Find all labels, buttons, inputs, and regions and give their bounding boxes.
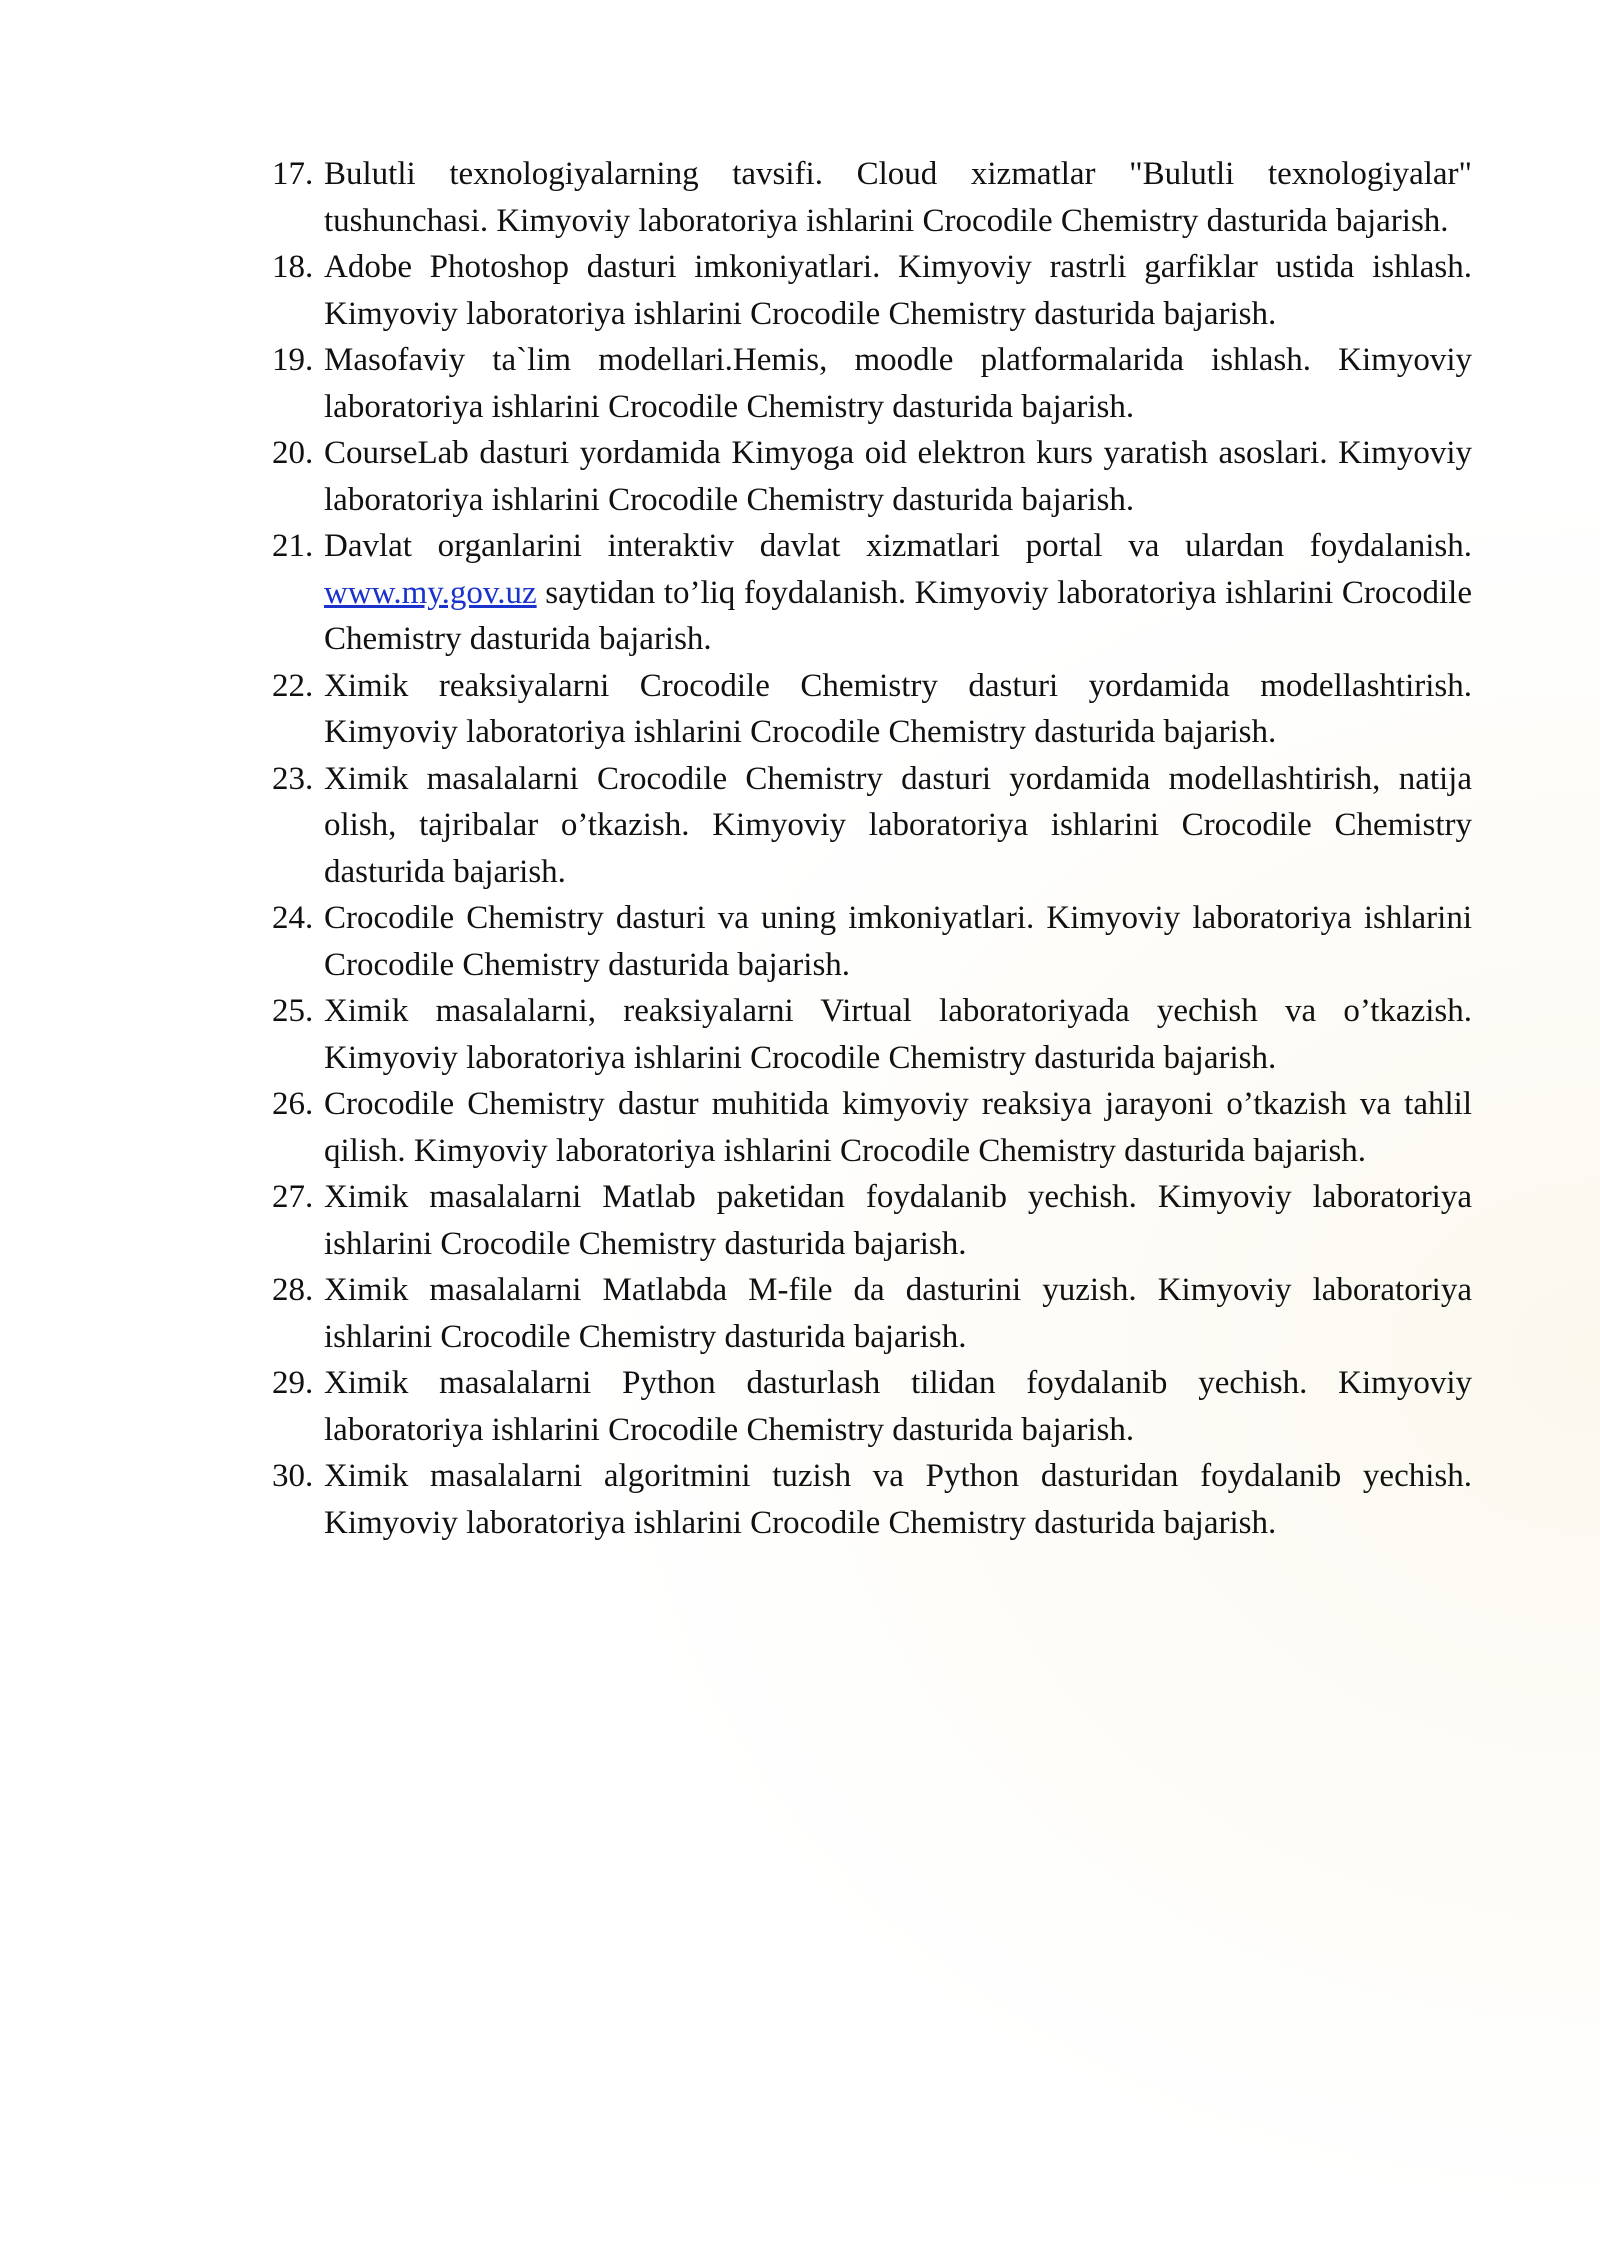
item-text-segment: Bulutli texnologiyalarning tavsifi. Cloud xizmatlar "Bulutli texnologiyalar" tushunchasi. Kimyoviy laboratoriya ishlarini Crocodile Chemistry dasturida bajarish. xyxy=(324,156,1472,239)
item-text xyxy=(324,523,1472,663)
list-item xyxy=(272,663,1472,756)
item-text xyxy=(324,1081,1472,1174)
item-number: 22. xyxy=(272,667,314,704)
item-text-segment: Ximik masalalarni Python dasturlash tilidan foydalanib yechish. Kimyoviy laboratoriya ishlarini Crocodile Chemistry dasturida bajarish. xyxy=(324,1365,1472,1448)
item-text-segment: Ximik reaksiyalarni Crocodile Chemistry dasturi yordamida modellashtirish. Kimyoviy laboratoriya ishlarini Crocodile Chemistry dasturida bajarish. xyxy=(324,667,1472,750)
item-text xyxy=(324,151,1472,244)
list-item xyxy=(272,523,1472,663)
list-item xyxy=(272,1267,1472,1360)
item-number: 17. xyxy=(272,156,314,192)
item-number: 20. xyxy=(272,435,314,471)
item-text xyxy=(324,1360,1472,1453)
item-number: 27. xyxy=(272,1179,314,1215)
list-item xyxy=(272,1081,1472,1174)
item-text-segment: saytidan to’liq foydalanish. Kimyoviy laboratoriya ishlarini Crocodile Chemistry dasturida bajarish. xyxy=(324,574,1472,657)
item-text xyxy=(324,663,1472,756)
list-item xyxy=(272,756,1472,896)
list-item xyxy=(272,1360,1472,1453)
list-item xyxy=(272,244,1472,337)
item-number: 30. xyxy=(272,1458,314,1494)
item-text-segment: Ximik masalalarni, reaksiyalarni Virtual laboratoriyada yechish va o’tkazish. Kimyoviy laboratoriya ishlarini Crocodile Chemistry dasturida bajarish. xyxy=(324,993,1472,1076)
item-number: 23. xyxy=(272,760,314,797)
item-number: 19. xyxy=(272,342,314,378)
list-item xyxy=(272,895,1472,988)
item-text-segment: Ximik masalalarni Crocodile Chemistry dasturi yordamida modellashtirish, natija olish, tajribalar o’tkazish. Kimyoviy laboratoriya ishlarini Crocodile Chemistry dasturida bajarish. xyxy=(324,760,1472,890)
item-text-segment: Ximik masalalarni Matlabda M-file da dasturini yuzish. Kimyoviy laboratoriya ishlarini Crocodile Chemistry dasturida bajarish. xyxy=(324,1272,1472,1355)
list-item xyxy=(272,151,1472,244)
item-text-segment: Crocodile Chemistry dasturi va uning imkoniyatlari. Kimyoviy laboratoriya ishlarini Crocodile Chemistry dasturida bajarish. xyxy=(324,900,1472,983)
topic-list xyxy=(272,151,1472,1546)
item-number: 25. xyxy=(272,993,314,1029)
item-text-segment: Masofaviy ta`lim modellari.Hemis, moodle platformalarida ishlash. Kimyoviy laboratoriya ishlarini Crocodile Chemistry dasturida bajarish. xyxy=(324,342,1472,425)
item-text-segment: Crocodile Chemistry dastur muhitida kimyoviy reaksiya jarayoni o’tkazish va tahlil qilish. Kimyoviy laboratoriya ishlarini Crocodile Chemistry dasturida bajarish. xyxy=(324,1086,1472,1169)
item-number: 24. xyxy=(272,900,314,936)
item-number: 29. xyxy=(272,1365,314,1401)
item-text xyxy=(324,244,1472,337)
gov-portal-link[interactable]: www.my.gov.uz xyxy=(324,574,537,611)
item-text-segment: Adobe Photoshop dasturi imkoniyatlari. Kimyoviy rastrli garfiklar ustida ishlash. Kimyoviy laboratoriya ishlarini Crocodile Chemistry dasturida bajarish. xyxy=(324,249,1472,332)
item-text-segment: Ximik masalalarni Matlab paketidan foydalanib yechish. Kimyoviy laboratoriya ishlarini Crocodile Chemistry dasturida bajarish. xyxy=(324,1179,1472,1262)
item-number: 26. xyxy=(272,1086,314,1122)
list-item xyxy=(272,1174,1472,1267)
item-text xyxy=(324,895,1472,988)
list-item xyxy=(272,337,1472,430)
item-text-segment: CourseLab dasturi yordamida Kimyoga oid elektron kurs yaratish asoslari. Kimyoviy laboratoriya ishlarini Crocodile Chemistry dasturida bajarish. xyxy=(324,435,1472,518)
item-number: 21. xyxy=(272,528,314,564)
list-item xyxy=(272,988,1472,1081)
item-text xyxy=(324,756,1472,896)
item-text xyxy=(324,430,1472,523)
item-text xyxy=(324,337,1472,430)
item-text xyxy=(324,1453,1472,1546)
item-text-segment: Davlat organlarini interaktiv davlat xizmatlari portal va ulardan foydalanish. xyxy=(324,528,1472,564)
list-item xyxy=(272,430,1472,523)
item-text xyxy=(324,1174,1472,1267)
item-number: 18. xyxy=(272,249,314,285)
item-text-segment: Ximik masalalarni algoritmini tuzish va Python dasturidan foydalanib yechish. Kimyoviy laboratoriya ishlarini Crocodile Chemistry dasturida bajarish. xyxy=(324,1458,1472,1541)
list-item xyxy=(272,1453,1472,1546)
item-text xyxy=(324,1267,1472,1360)
item-text xyxy=(324,988,1472,1081)
item-number: 28. xyxy=(272,1272,314,1308)
